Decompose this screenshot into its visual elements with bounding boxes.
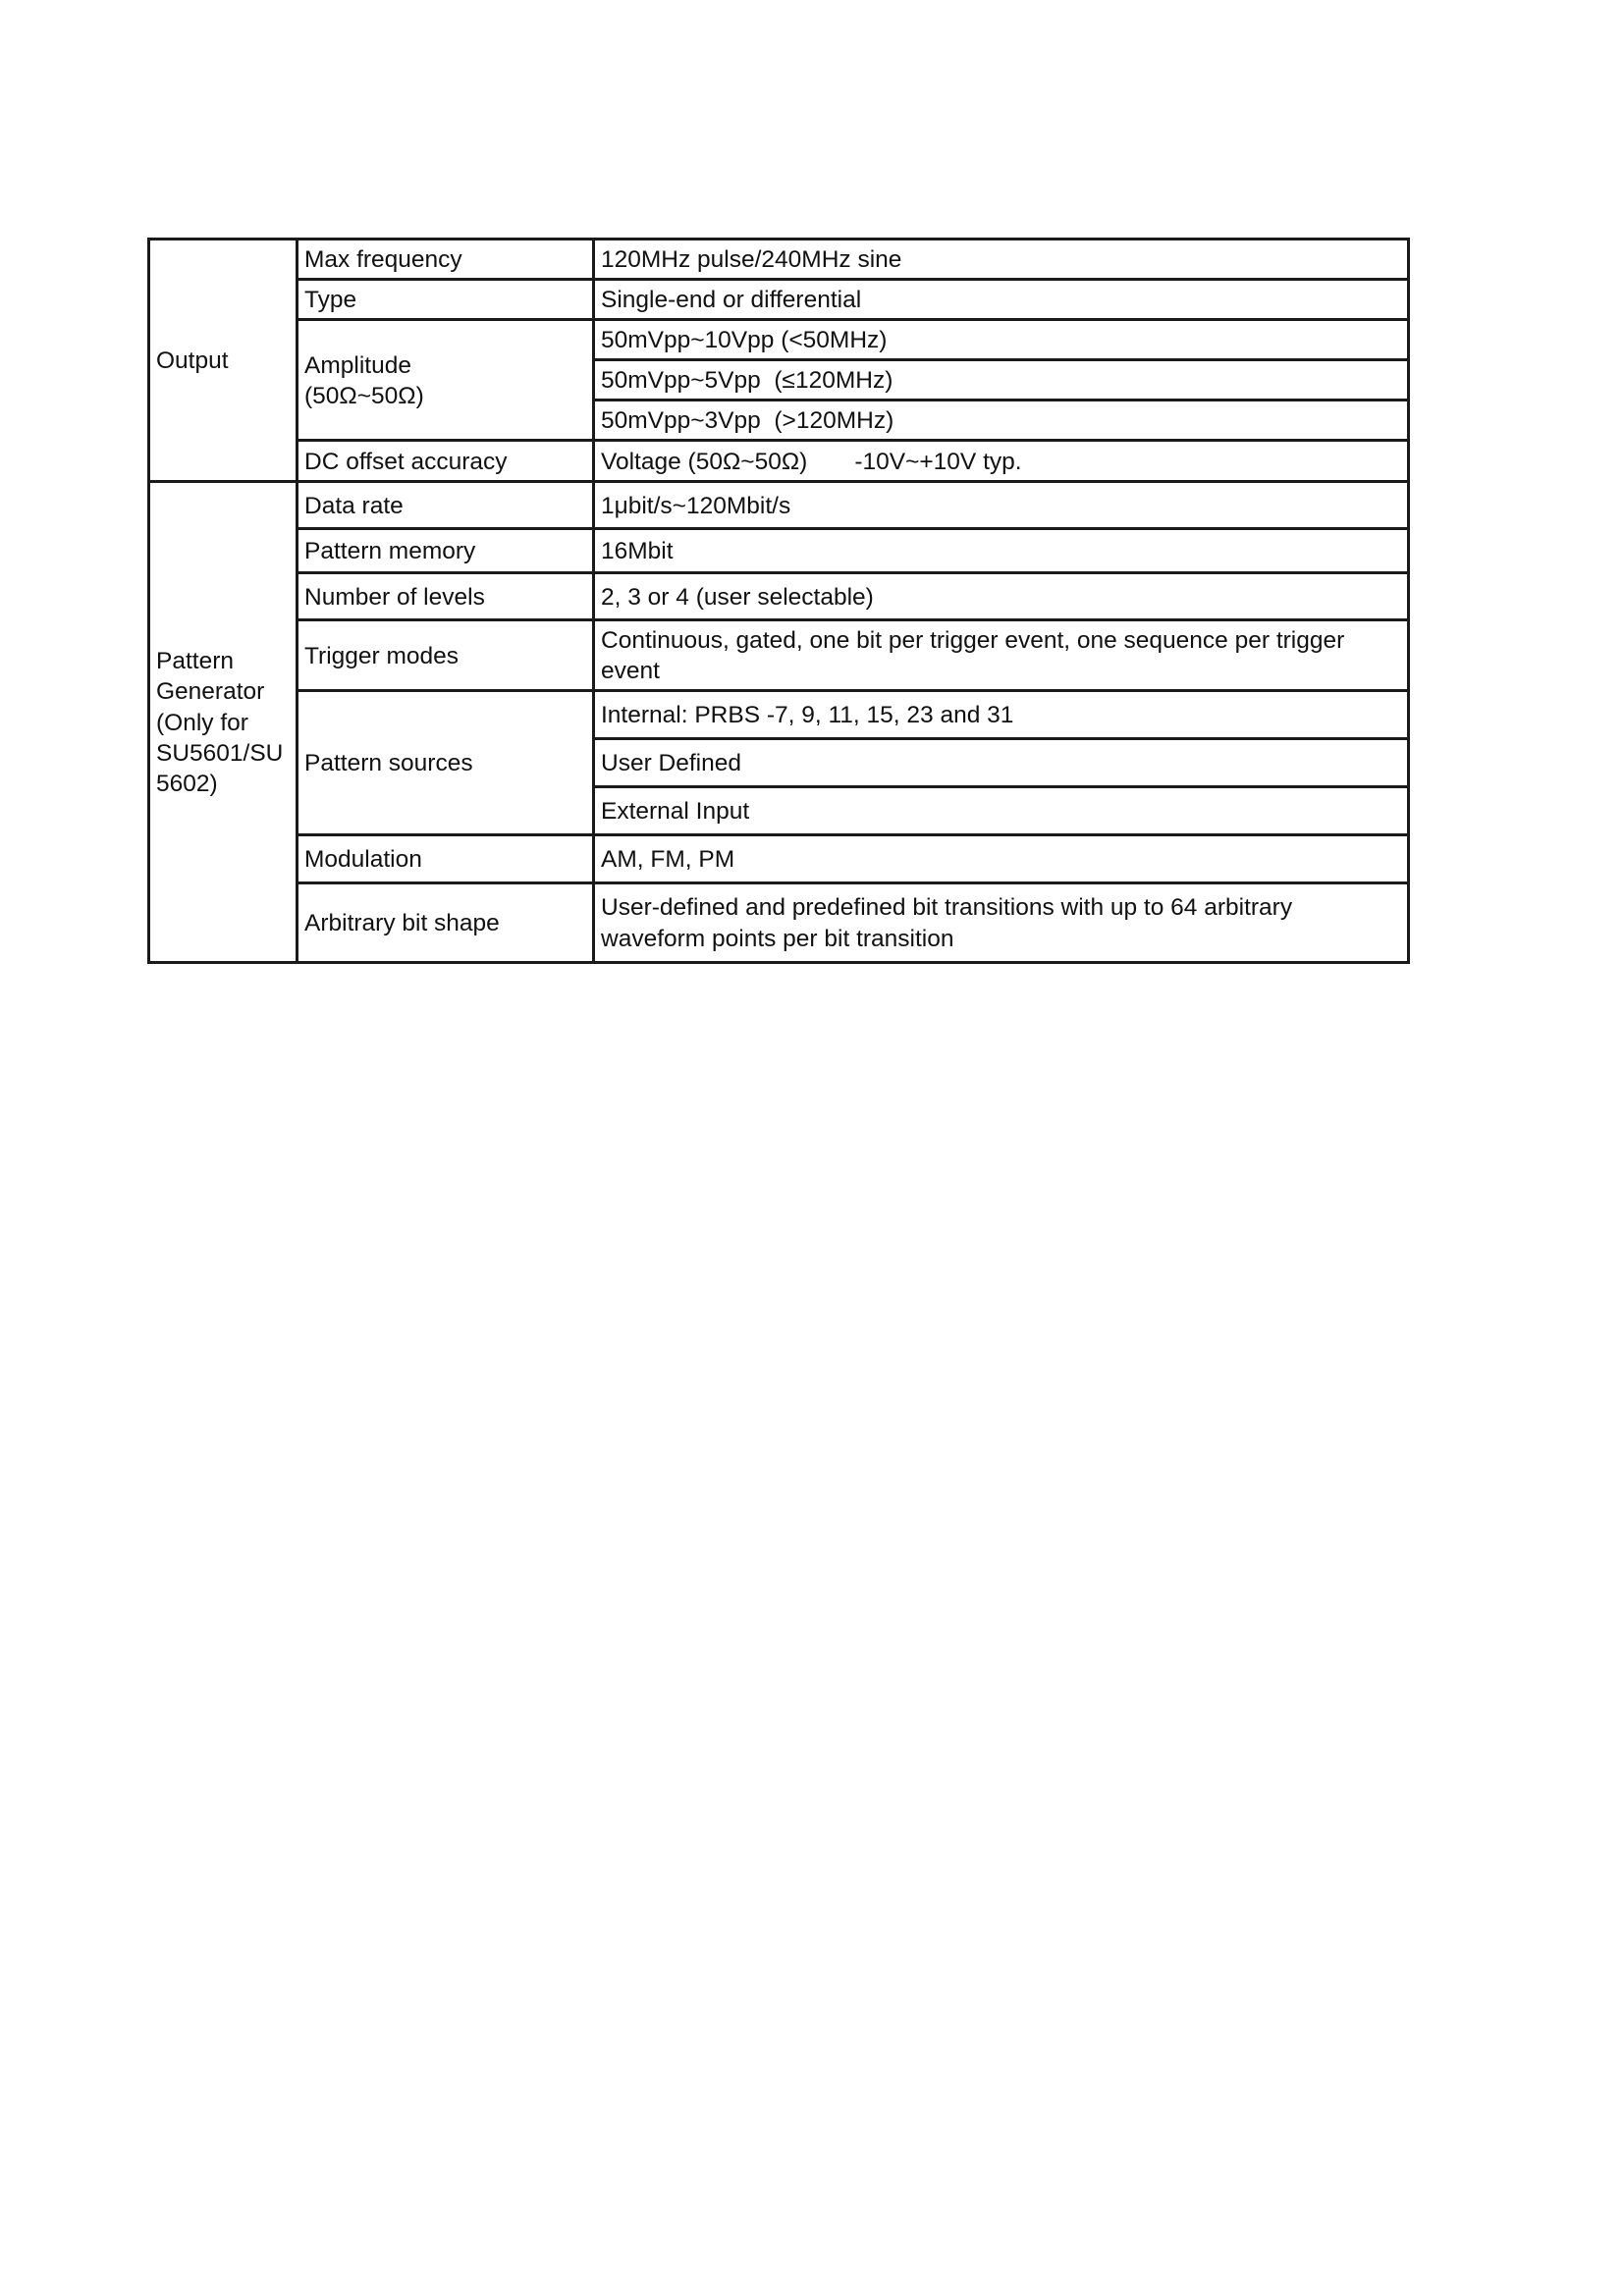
table-row <box>149 280 1409 320</box>
data-rate-value: 1μbit/s~120Mbit/s <box>594 482 1409 529</box>
pattern-generator-label-line: (Only for <box>156 709 248 736</box>
max-frequency-label: Max frequency <box>298 240 594 280</box>
pattern-source-external: External Input <box>594 786 1409 834</box>
spec-table <box>147 238 1410 964</box>
dc-offset-value-cell <box>594 441 1409 482</box>
amplitude-label-impedance: (50Ω~50Ω) <box>304 383 424 409</box>
number-of-levels-label: Number of levels <box>298 573 594 620</box>
pattern-generator-label-line: Generator <box>156 678 265 706</box>
pattern-generator-label-line: SU5601/SU <box>156 740 284 768</box>
table-row <box>149 882 1409 962</box>
pattern-memory-value: 16Mbit <box>594 529 1409 573</box>
trigger-modes-label: Trigger modes <box>298 620 594 691</box>
dc-offset-range: -10V~+10V typ. <box>854 448 1022 475</box>
modulation-value: AM, FM, PM <box>594 834 1409 882</box>
table-row <box>149 529 1409 573</box>
arbitrary-bit-shape-value-line: User-defined and predefined bit transitions with up to 64 arbitrary <box>601 894 1293 922</box>
table-row <box>149 834 1409 882</box>
pattern-source-internal: Internal: PRBS -7, 9, 11, 15, 23 and 31 <box>594 690 1409 738</box>
amplitude-value-1: 50mVpp~10Vpp (<50MHz) <box>594 320 1409 360</box>
dc-offset-label: DC offset accuracy <box>298 441 594 482</box>
table-row <box>149 690 1409 738</box>
trigger-modes-value-line: Continuous, gated, one bit per trigger event, one sequence per trigger <box>601 627 1345 654</box>
arbitrary-bit-shape-value-line: waveform points per bit transition <box>601 925 954 952</box>
amplitude-value-3: 50mVpp~3Vpp (>120MHz) <box>594 400 1409 441</box>
type-value: Single-end or differential <box>594 280 1409 320</box>
output-group-label: Output <box>156 347 229 375</box>
table-row <box>149 620 1409 691</box>
arbitrary-bit-shape-value-cell <box>594 882 1409 962</box>
pattern-sources-label: Pattern sources <box>298 690 594 834</box>
arbitrary-bit-shape-label: Arbitrary bit shape <box>298 882 594 962</box>
amplitude-label: Amplitude <box>304 351 411 379</box>
dc-offset-voltage: Voltage (50Ω~50Ω) <box>601 448 808 475</box>
pattern-generator-label-line: 5602) <box>156 771 218 798</box>
pattern-generator-group-cell <box>149 482 298 963</box>
amplitude-value-2: 50mVpp~5Vpp (≤120MHz) <box>594 360 1409 400</box>
modulation-label: Modulation <box>298 834 594 882</box>
trigger-modes-value-line: event <box>601 658 660 685</box>
table-row <box>149 573 1409 620</box>
type-label: Type <box>298 280 594 320</box>
max-frequency-value: 120MHz pulse/240MHz sine <box>594 240 1409 280</box>
number-of-levels-value: 2, 3 or 4 (user selectable) <box>594 573 1409 620</box>
table-row <box>149 320 1409 360</box>
data-rate-label: Data rate <box>298 482 594 529</box>
table-row <box>149 482 1409 529</box>
table-row <box>149 441 1409 482</box>
trigger-modes-value-cell <box>594 620 1409 691</box>
pattern-source-user-defined: User Defined <box>594 738 1409 786</box>
pattern-memory-label: Pattern memory <box>298 529 594 573</box>
table-row <box>149 240 1409 280</box>
output-group-cell <box>149 240 298 482</box>
pattern-generator-label-line: Pattern <box>156 647 234 674</box>
amplitude-label-cell <box>298 320 594 441</box>
